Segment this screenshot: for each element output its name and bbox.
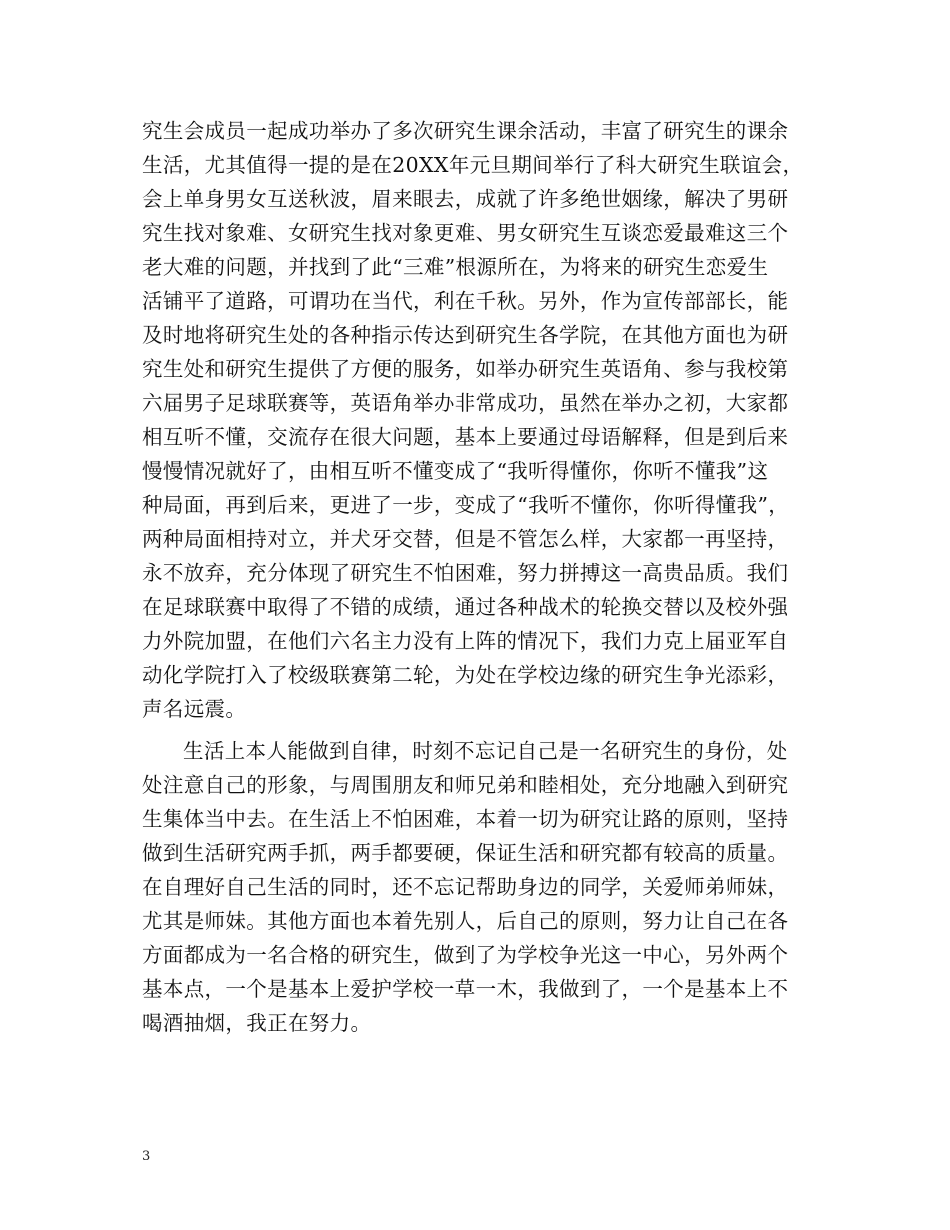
- paragraph-2-line: 在自理好自己生活的同时，还不忘记帮助身边的同学，关爱师弟师妹，: [142, 875, 789, 899]
- paragraph-1-line: 两种局面相持对立，并犬牙交替，但是不管怎么样，大家都一再坚持，: [142, 527, 789, 551]
- paragraph-1-line: 在足球联赛中取得了不错的成绩，通过各种战术的轮换交替以及校外强: [142, 595, 789, 619]
- paragraph-2-line: 方面都成为一名合格的研究生，做到了为学校争光这一中心，另外两个: [142, 943, 789, 967]
- paragraph-1-line: 永不放弃，充分体现了研究生不怕困难，努力拼搏这一高贵品质。我们: [142, 561, 789, 585]
- body-text: [142, 114, 822, 1040]
- paragraph-1: [142, 114, 822, 726]
- paragraph-1-line: 究生会成员一起成功举办了多次研究生课余活动，丰富了研究生的课余: [142, 119, 789, 143]
- paragraph-2-line: 生活上本人能做到自律，时刻不忘记自己是一名研究生的身份，处: [183, 739, 788, 763]
- paragraph-1-line: 慢慢情况就好了，由相互听不懂变成了“我听得懂你，你听不懂我”这: [142, 459, 769, 483]
- paragraph-1-line: 力外院加盟，在他们六名主力没有上阵的情况下，我们力克上届亚军自: [142, 629, 789, 653]
- paragraph-2-line: 做到生活研究两手抓，两手都要硬，保证生活和研究都有较高的质量。: [142, 841, 789, 865]
- paragraph-1-line: 会上单身男女互送秋波，眉来眼去，成就了许多绝世姻缘，解决了男研: [142, 187, 789, 211]
- paragraph-2-line: 基本点，一个是基本上爱护学校一草一木，我做到了，一个是基本上不: [142, 977, 789, 1001]
- paragraph-1-line: 究生处和研究生提供了方便的服务，如举办研究生英语角、参与我校第: [142, 357, 789, 381]
- page-number: 3: [142, 1149, 151, 1164]
- paragraph-1-line: 老大难的问题，并找到了此“三难”根源所在，为将来的研究生恋爱生: [142, 255, 769, 279]
- paragraph-1-line: 种局面，再到后来，更进了一步，变成了“我听不懂你，你听得懂我”，: [142, 493, 790, 517]
- paragraph-1-line: 及时地将研究生处的各种指示传达到研究生各学院，在其他方面也为研: [142, 323, 789, 347]
- paragraph-1-line: 六届男子足球联赛等，英语角举办非常成功，虽然在举办之初，大家都: [142, 391, 789, 415]
- paragraph-1-line: 动化学院打入了校级联赛第二轮，为处在学校边缘的研究生争光添彩，: [142, 663, 789, 687]
- paragraph-2-line: 处注意自己的形象，与周围朋友和师兄弟和睦相处，充分地融入到研究: [142, 773, 789, 797]
- paragraph-2-line: 生集体当中去。在生活上不怕困难，本着一切为研究让路的原则，坚持: [142, 807, 789, 831]
- paragraph-1-line: 生活，尤其值得一提的是在20XX年元旦期间举行了科大研究生联谊会，: [142, 153, 804, 177]
- paragraph-1-line: 相互听不懂，交流存在很大问题，基本上要通过母语解释，但是到后来: [142, 425, 789, 449]
- paragraph-2-line: 喝酒抽烟，我正在努力。: [142, 1011, 372, 1035]
- paragraph-spacer: [142, 726, 822, 734]
- paragraph-1-line: 究生找对象难、女研究生找对象更难、男女研究生互谈恋爱最难这三个: [142, 221, 789, 245]
- paragraph-2-line: 尤其是师妹。其他方面也本着先别人，后自己的原则，努力让自己在各: [142, 909, 789, 933]
- paragraph-2: [142, 734, 822, 1040]
- paragraph-1-line: 声名远震。: [142, 697, 247, 721]
- paragraph-1-line: 活铺平了道路，可谓功在当代，利在千秋。另外，作为宣传部部长，能: [142, 289, 789, 313]
